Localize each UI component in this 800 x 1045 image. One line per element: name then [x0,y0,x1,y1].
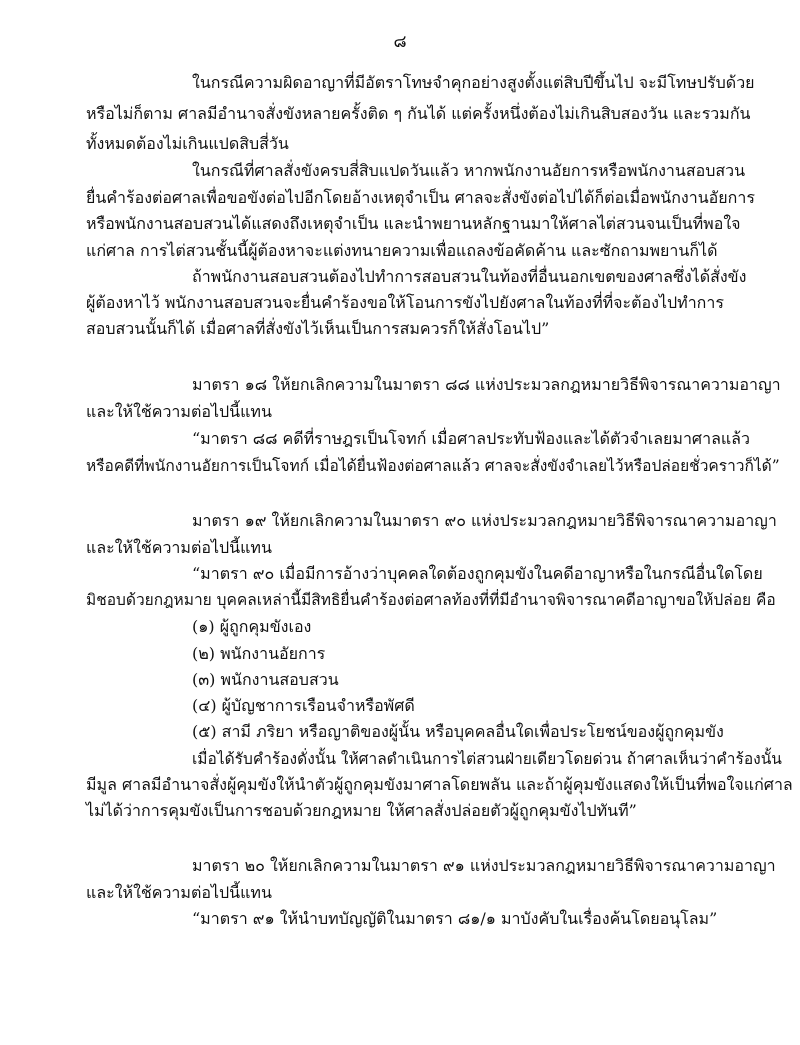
section-19-closing-line-1: เมื่อได้รับคำร้องดั่งนั้น ให้ศาลดำเนินการไต่สวนฝ่ายเดียวโดยด่วน ถ้าศาลเห็นว่าคำร้องนั้น [192,750,782,768]
section-19-item-4: (๔) ผู้บัญชาการเรือนจำหรือพัศดี [192,696,415,715]
paragraph-1-line-2: หรือไม่ก็ตาม ศาลมีอำนาจสั่งขังหลายครั้งติด ๆ กันได้ แต่ครั้งหนึ่งต้องไม่เกินสิบสองวัน และรวมกัน [86,104,751,123]
section-19-closing-line-3: ไม่ได้ว่าการคุมขังเป็นการชอบด้วยกฎหมาย ให้ศาลสั่งปล่อยตัวผู้ถูกคุมขังไปทันที” [86,801,637,820]
paragraph-3-line-3: สอบสวนนั้นก็ได้ เมื่อศาลที่สั่งขังไว้เห็นเป็นการสมควรก็ให้สั่งโอนไป” [86,319,550,338]
page-number: ๘ [393,32,407,52]
section-19-intro-line-2: และให้ใช้ความต่อไปนี้แทน [86,538,272,557]
section-19-closing-line-2: มีมูล ศาลมีอำนาจสั่งผู้คุมขังให้นำตัวผู้ถูกคุมขังมาศาลโดยพลัน และถ้าผู้คุมขังแสดงให้เป็นที่พอใจแก่ศาล [86,775,793,794]
section-18-intro-line-2: และให้ใช้ความต่อไปนี้แทน [86,402,272,421]
section-18-quote-line-1: “มาตรา ๘๘ คดีที่ราษฎรเป็นโจทก์ เมื่อศาลประทับฟ้องและได้ตัวจำเลยมาศาลแล้ว [192,429,750,448]
section-19-item-3: (๓) พนักงานสอบสวน [192,670,339,689]
paragraph-2-line-1: ในกรณีที่ศาลสั่งขังครบสี่สิบแปดวันแล้ว หากพนักงานอัยการหรือพนักงานสอบสวน [192,161,746,180]
paragraph-3-line-2: ผู้ต้องหาไว้ พนักงานสอบสวนจะยื่นคำร้องขอให้โอนการขังไปยังศาลในท้องที่ที่จะต้องไปทำการ [86,293,724,312]
paragraph-2-line-3: หรือพนักงานสอบสวนได้แสดงถึงเหตุจำเป็น และนำพยานหลักฐานมาให้ศาลไต่สวนจนเป็นที่พอใจ [86,214,741,233]
section-19-quote-line-1: “มาตรา ๙๐ เมื่อมีการอ้างว่าบุคคลใดต้องถูกคุมขังในคดีอาญาหรือในกรณีอื่นใดโดย [192,564,763,583]
section-20-quote-line-1: “มาตรา ๙๑ ให้นำบทบัญญัติในมาตรา ๘๑/๑ มาบังคับในเรื่องค้นโดยอนุโลม” [192,909,718,928]
section-18-quote-line-2: หรือคดีที่พนักงานอัยการเป็นโจทก์ เมื่อได้ยื่นฟ้องต่อศาลแล้ว ศาลจะสั่งขังจำเลยไว้หรือปล่อยชั่วคราวก็ได้” [86,457,780,475]
section-20-intro-line-1: มาตรา ๒๐ ให้ยกเลิกความในมาตรา ๙๑ แห่งประมวลกฎหมายวิธีพิจารณาความอาญา [192,856,776,875]
paragraph-3-line-1: ถ้าพนักงานสอบสวนต้องไปทำการสอบสวนในท้องที่อื่นนอกเขตของศาลซึ่งได้สั่งขัง [192,267,747,286]
paragraph-1-line-3: ทั้งหมดต้องไม่เกินแปดสิบสี่วัน [86,134,289,153]
section-18-intro-line-1: มาตรา ๑๘ ให้ยกเลิกความในมาตรา ๘๘ แห่งประมวลกฎหมายวิธีพิจารณาความอาญา [192,375,781,394]
section-19-intro-line-1: มาตรา ๑๙ ให้ยกเลิกความในมาตรา ๙๐ แห่งประมวลกฎหมายวิธีพิจารณาความอาญา [192,511,777,530]
section-19-item-1: (๑) ผู้ถูกคุมขังเอง [192,617,312,636]
section-19-item-5: (๕) สามี ภริยา หรือญาติของผู้นั้น หรือบุคคลอื่นใดเพื่อประโยชน์ของผู้ถูกคุมขัง [192,722,724,741]
section-19-item-2: (๒) พนักงานอัยการ [192,644,326,663]
section-20-intro-line-2: และให้ใช้ความต่อไปนี้แทน [86,883,272,902]
paragraph-2-line-2: ยื่นคำร้องต่อศาลเพื่อขอขังต่อไปอีกโดยอ้างเหตุจำเป็น ศาลจะสั่งขังต่อไปได้ก็ต่อเมื่อพนักงานอัยการ [86,188,755,207]
section-19-quote-line-2: มิชอบด้วยกฎหมาย บุคคลเหล่านี้มีสิทธิยื่นคำร้องต่อศาลท้องที่ที่มีอำนาจพิจารณาคดีอาญาขอให้ปล่อย คือ [86,591,776,609]
paragraph-1-line-1: ในกรณีความผิดอาญาที่มีอัตราโทษจำคุกอย่างสูงตั้งแต่สิบปีขึ้นไป จะมีโทษปรับด้วย [192,73,755,92]
paragraph-2-line-4: แก่ศาล การไต่สวนชั้นนี้ผู้ต้องหาจะแต่งทนายความเพื่อแถลงข้อคัดค้าน และซักถามพยานก็ได้ [86,241,718,260]
